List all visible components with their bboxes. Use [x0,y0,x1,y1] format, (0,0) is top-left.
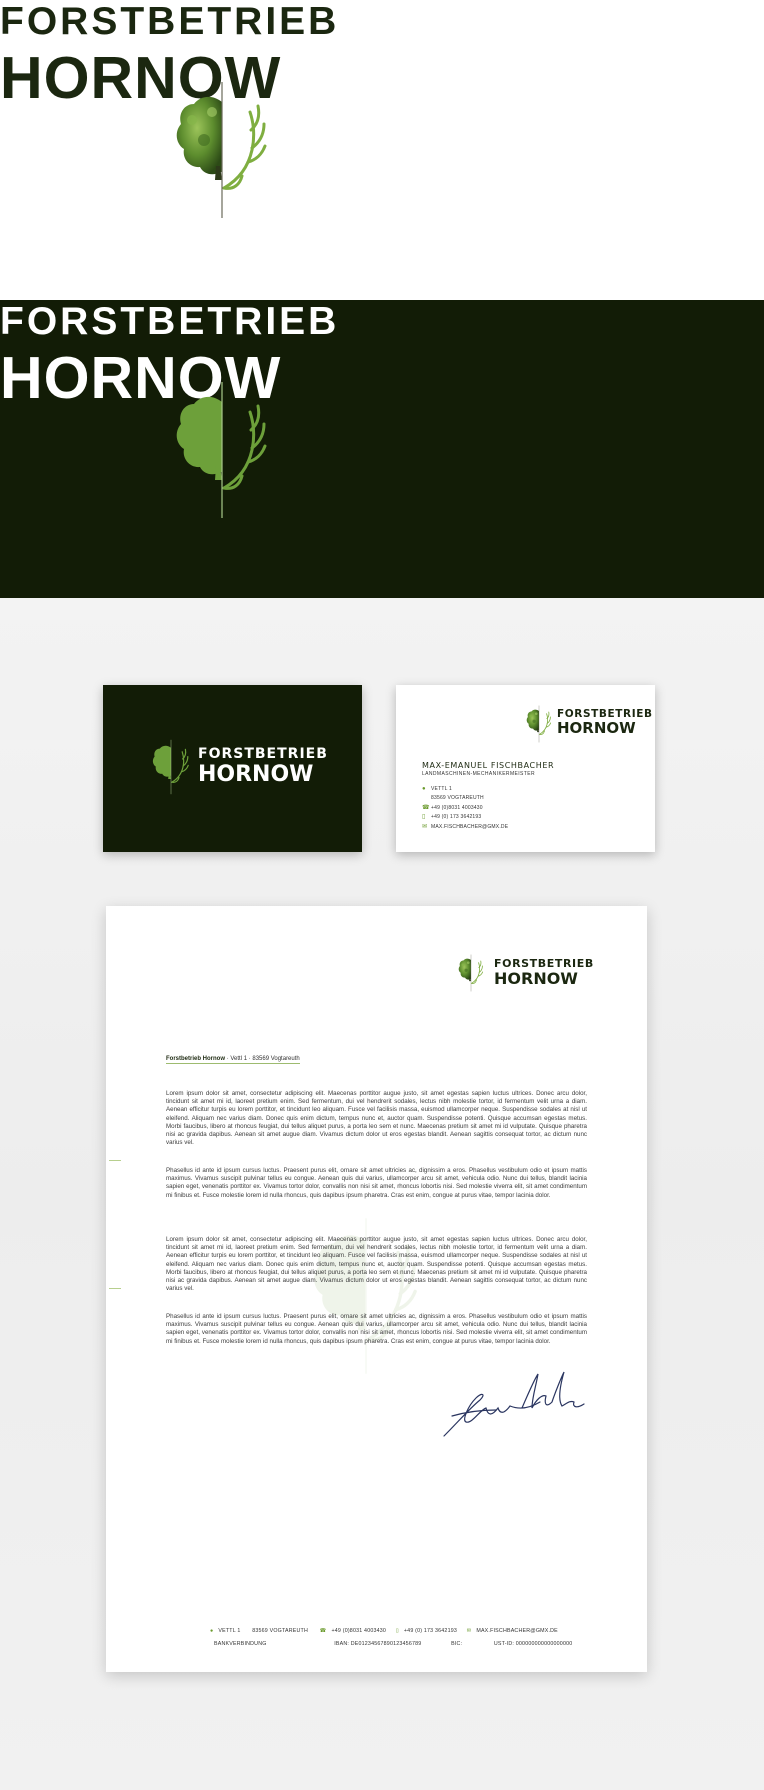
mobile-icon: ▯ [422,814,426,820]
footer-phone-icon: ☎ [319,1628,327,1634]
address-row [422,786,452,792]
tree-antler-emblem-icon [168,80,276,220]
sender-address: · Vettl 1 · 83569 Vogtareuth [226,1056,300,1062]
tree-antler-emblem-flat-icon [168,380,276,520]
map-pin-icon: ● [422,786,426,792]
card-emblem-icon [149,739,193,795]
footer-phone: +49 (0)8031 4003430 [331,1628,387,1634]
footer-mobile-icon: ▯ [395,1628,399,1634]
footer-ust: UST-ID: 000000000000000000 [493,1641,573,1647]
body-paragraph-4: Phasellus id ante id ipsum cursus luctus. Praesent purus elit, ornare sit amet ultricies ac, dignissim a eros. Phasellus vestibulum odio et ipsum mattis maximus. Vivamus suscipit pulvinar tellus eu congue. Aenean quis dui varius, ullamcorper arcu sit amet, vehicula odio. Nunc dui tellus, blandit lacinia sapien eget, venenatis porttitor ex. Vivamus tortor dolor, convallis non nisi sit amet, rhoncus lobortis nisi. Sed molestie viverra elit, sit amet condimentum mi finibus et. Fusce molestie lorem id nulla rhoncus, quis dapibus ipsum pharetra. Cras est enim, congue at purus vitae, tempor lacinia dolor. [166,1313,587,1345]
signature [440,1364,590,1442]
sender-company: Forstbetrieb Hornow [166,1056,226,1062]
city-row [422,795,484,801]
letter-brand-line-1: FORSTBETRIEB [494,957,594,970]
email-row [422,823,508,830]
body-paragraph-2: Phasellus id ante id ipsum cursus luctus. Praesent purus elit, ornare sit amet ultricies ac, dignissim a eros. Phasellus vestibulum odio et ipsum mattis maximus. Vivamus suscipit pulvinar tellus eu congue. Aenean quis dui varius, ullamcorper arcu sit amet, vehicula odio. Nunc dui tellus, blandit lacinia sapien eget, venenatis porttitor ex. Vivamus tortor dolor, convallis non nisi sit amet, rhoncus lobortis nisi. Sed molestie viverra elit, sit amet condimentum mi finibus et. Fusce molestie lorem id nulla rhoncus, quis dapibus ipsum pharetra. Cras est enim, congue at purus vitae, tempor lacinia dolor. [166,1167,587,1199]
phone-row [422,804,483,811]
address-street: VETTL 1 [431,786,452,792]
address-city: 83569 VOGTAREUTH [431,795,484,801]
letter-brand-line-2: HORNOW [494,969,578,988]
footer-bank-label: BANKVERBINDUNG [214,1641,267,1647]
logo-light-section [0,0,764,300]
phone-number: +49 (0)8031 4003430 [431,804,483,811]
business-card-front [103,685,362,852]
card-back-emblem-icon [524,705,554,743]
brand-line-2: HORNOW [0,45,282,111]
card-brand-line-2: HORNOW [198,762,314,787]
card-back-brand-line-1: FORSTBETRIEB [557,708,653,720]
footer-bic: BIC: [451,1641,463,1647]
footer-mail-icon: ✉ [466,1628,472,1634]
body-paragraph-1: Lorem ipsum dolor sit amet, consectetur adipiscing elit. Maecenas porttitor augue justo, sit amet egestas sapien luctus ultrices. Donec arcu dolor, tincidunt sit amet mi id, laoreet pretium enim. Sed fermentum, dui vel hendrerit sodales, lectus nibh molestie tortor, id fermentum velit urna a diam. Aenean efficitur turpis eu lorem porttitor, et tincidunt leo aliquam. Fusce vel facilisis massa, euismod ullamcorper neque. Suspendisse sodales at nisl ut eleifend. Aliquam nec varius diam. Donec quis enim dictum, tempus nunc et, auctor quam. Suspendisse potenti. Quisque accumsan egestas metus. Morbi faucibus, libero at rhoncus feugiat, dui tellus aliquet purus, a porta leo sem et nunc. Maecenas pretium sit amet mi id vulputate. Quisque pharetra nisi ac gravida dapibus. Aenean sit amet augue diam. Vivamus dictum dolor ut eros egestas blandit. Aenean sagittis consequat tortor, ac dictum nunc varius vel. [166,1090,587,1147]
body-paragraph-3: Lorem ipsum dolor sit amet, consectetur adipiscing elit. Maecenas porttitor augue justo, sit amet egestas sapien luctus ultrices. Donec arcu dolor, tincidunt sit amet mi id, laoreet pretium enim. Sed fermentum, dui vel hendrerit sodales, lectus nibh molestie tortor, id fermentum velit urna a diam. Aenean efficitur turpis eu lorem porttitor, et tincidunt leo aliquam. Fusce vel facilisis massa, euismod ullamcorper neque. Suspendisse sodales at nisl ut eleifend. Aliquam nec varius diam. Donec quis enim dictum, tempus nunc et, auctor quam. Suspendisse potenti. Quisque accumsan egestas metus. Morbi faucibus, libero at rhoncus feugiat, dui tellus aliquet purus, a porta leo sem et nunc. Maecenas pretium sit amet mi id vulputate. Quisque pharetra nisi ac gravida dapibus. Aenean sit amet augue diam. Vivamus dictum dolor ut eros egestas blandit. Aenean sagittis consequat tortor, ac dictum nunc varius vel. [166,1236,587,1293]
mobile-number: +49 (0) 173 3642193 [431,813,482,820]
footer-email: MAX.FISCHBACHER@GMX.DE [476,1628,558,1634]
mail-icon: ✉ [422,824,428,830]
letter-emblem-icon [456,954,486,992]
contact-role: LANDMASCHINEN-MECHANIKERMEISTER [422,771,535,777]
contact-name: MAX-EMANUEL FISCHBACHER [422,761,555,770]
email-address: MAX.FISCHBACHER@GMX.DE [431,823,509,830]
card-brand-line-1: FORSTBETRIEB [198,746,328,762]
phone-icon: ☎ [422,805,430,811]
card-back-brand-line-2: HORNOW [557,719,636,737]
sender-line [166,1056,300,1064]
footer-map-pin-icon: ● [210,1628,214,1634]
footer-bank-row [214,1641,572,1647]
letterhead-page [106,906,647,1672]
footer-iban: IBAN: DE01234567890123456789 [334,1641,422,1647]
brand-line-1-dark: FORSTBETRIEB [0,300,340,343]
brand-line-1: FORSTBETRIEB [0,0,340,43]
fold-mark-1 [109,1160,121,1161]
logo-dark-section [0,300,764,598]
mobile-row [422,813,481,820]
footer-street: VETTL 1 [218,1628,241,1634]
footer-contact-row [210,1628,558,1634]
fold-mark-2 [109,1288,121,1289]
footer-city: 83569 VOGTAREUTH [252,1628,308,1634]
business-card-back [396,685,655,852]
brand-line-2-dark: HORNOW [0,345,282,411]
footer-mobile: +49 (0) 173 3642193 [403,1628,458,1634]
